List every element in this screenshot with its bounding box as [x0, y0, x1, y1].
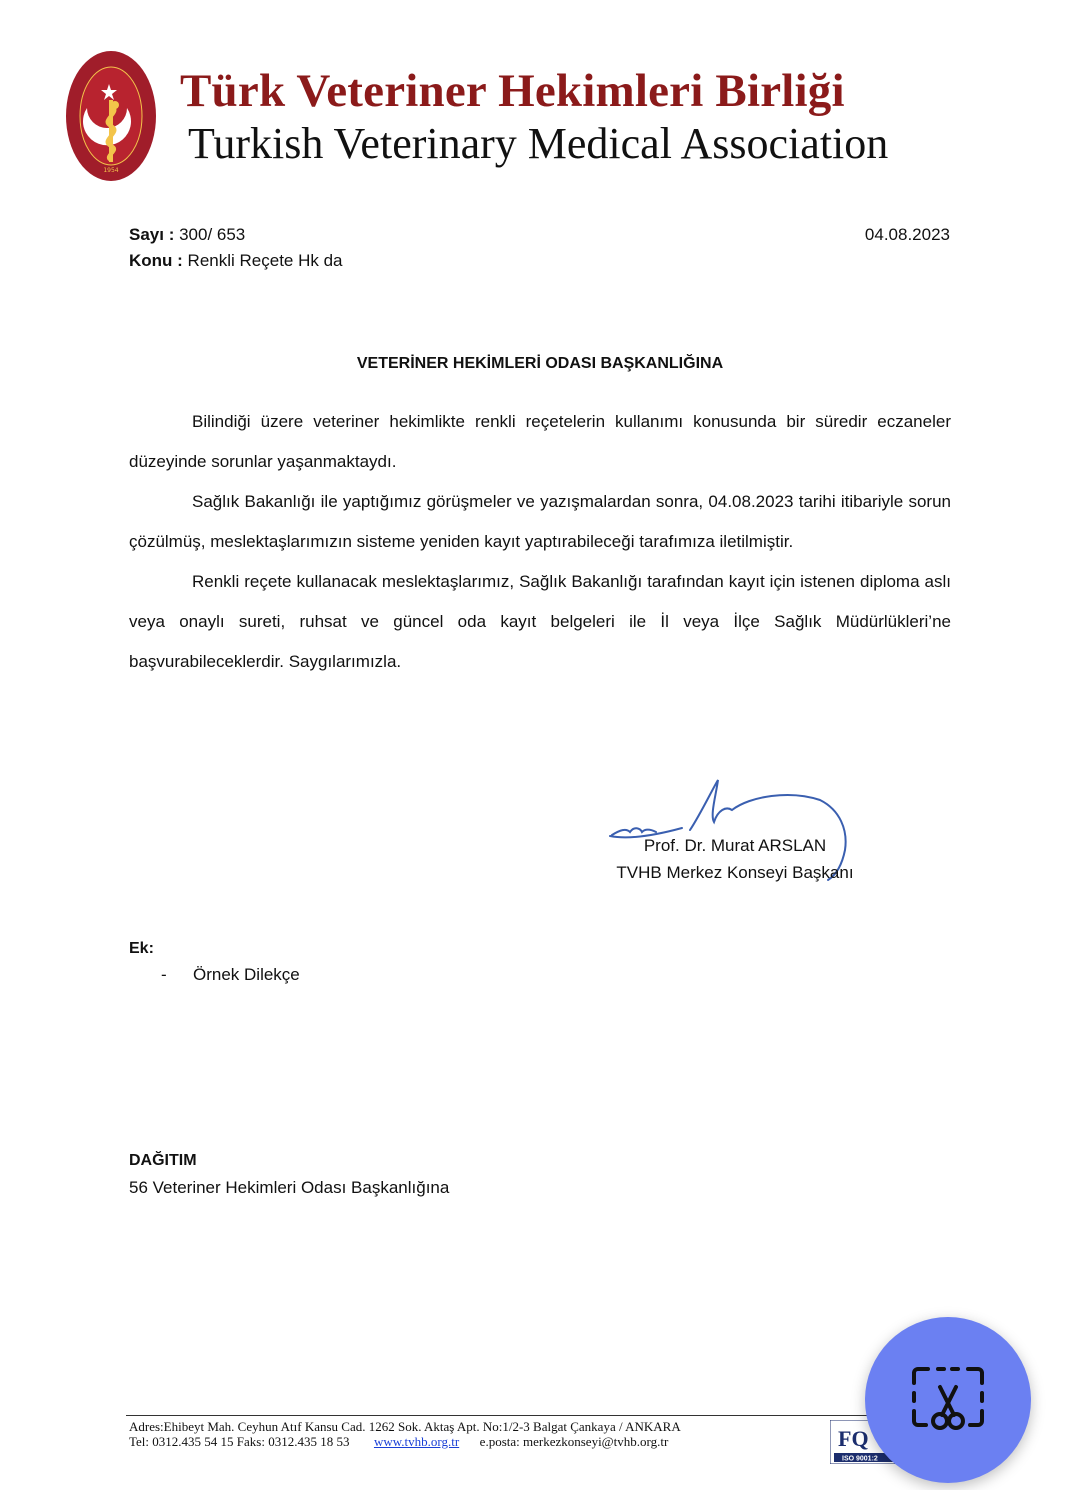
document-subject [129, 248, 343, 274]
document-date: 04.08.2023 [864, 225, 950, 244]
number-label: Sayı : [129, 225, 175, 244]
paragraph: Renkli reçete kullanacak meslektaşlarımız, Sağlık Bakanlığı tarafından kayıt için istenen diploma aslı veya onaylı sureti, ruhsat ve güncel oda kayıt belgeleri ile İl veya İlçe Sağlık Müdürlükleri’ne başvurabileceklerdir. Saygılarımızla. [129, 572, 951, 671]
signatory-block [560, 832, 910, 886]
paragraph: Bilindiği üzere veteriner hekimlikte renkli reçetelerin kullanımı konusunda bir süredir eczaneler düzeyinde sorunlar yaşanmaktaydı. [129, 412, 951, 471]
footer-address: Adres:Ehibeyt Mah. Ceyhun Atıf Kansu Cad. 1262 Sok. Aktaş Apt. No:1/2-3 Balgat Çankaya / ANKARA [129, 1419, 681, 1434]
footer-contact [129, 1419, 681, 1449]
svg-text:FQ: FQ [838, 1426, 869, 1451]
svg-text:ISO 9001:2: ISO 9001:2 [842, 1455, 878, 1463]
svg-text:1954: 1954 [103, 167, 119, 174]
screenshot-capture-button[interactable] [865, 1317, 1031, 1483]
attachment-text: Örnek Dilekçe [193, 965, 300, 984]
footer-divider [126, 1415, 906, 1416]
signatory-name: Prof. Dr. Murat ARSLAN [643, 836, 827, 855]
letter-body [129, 402, 951, 682]
document-meta [129, 222, 343, 274]
list-bullet: - [161, 965, 167, 984]
scissors-selection-icon [910, 1365, 986, 1435]
footer-contact-line [129, 1434, 681, 1449]
distribution-item: 56 Veteriner Hekimleri Odası Başkanlığına [129, 1178, 450, 1197]
recipient-heading: VETERİNER HEKİMLERİ ODASI BAŞKANLIĞINA [356, 355, 724, 372]
number-value: 300/ 653 [174, 225, 246, 244]
footer-tel-fax: Tel: 0312.435 54 15 Faks: 0312.435 18 53 [129, 1434, 350, 1449]
org-name-english: Turkish Veterinary Medical Association [188, 119, 889, 168]
subject-value: Renkli Reçete Hk da [182, 251, 343, 270]
website-link[interactable]: www.tvhb.org.tr [373, 1434, 460, 1449]
signatory-title: TVHB Merkez Konseyi Başkanı [616, 863, 854, 882]
tvhb-logo [65, 50, 157, 182]
attachments-label: Ek: [129, 940, 154, 957]
attachment-item [161, 965, 300, 985]
org-name-turkish: Türk Veteriner Hekimleri Birliği [180, 65, 845, 117]
subject-label: Konu : [129, 251, 183, 270]
paragraph: Sağlık Bakanlığı ile yaptığımız görüşmeler ve yazışmalardan sonra, 04.08.2023 tarihi itibariyle sorun çözülmüş, meslektaşlarımızın sisteme yeniden kayıt yaptırabileceği tarafımıza iletilmiştir. [129, 492, 951, 551]
distribution-label: DAĞITIM [129, 1152, 197, 1169]
footer-email: e.posta: merkezkonseyi@tvhb.org.tr [479, 1434, 669, 1449]
document-number [129, 222, 343, 248]
